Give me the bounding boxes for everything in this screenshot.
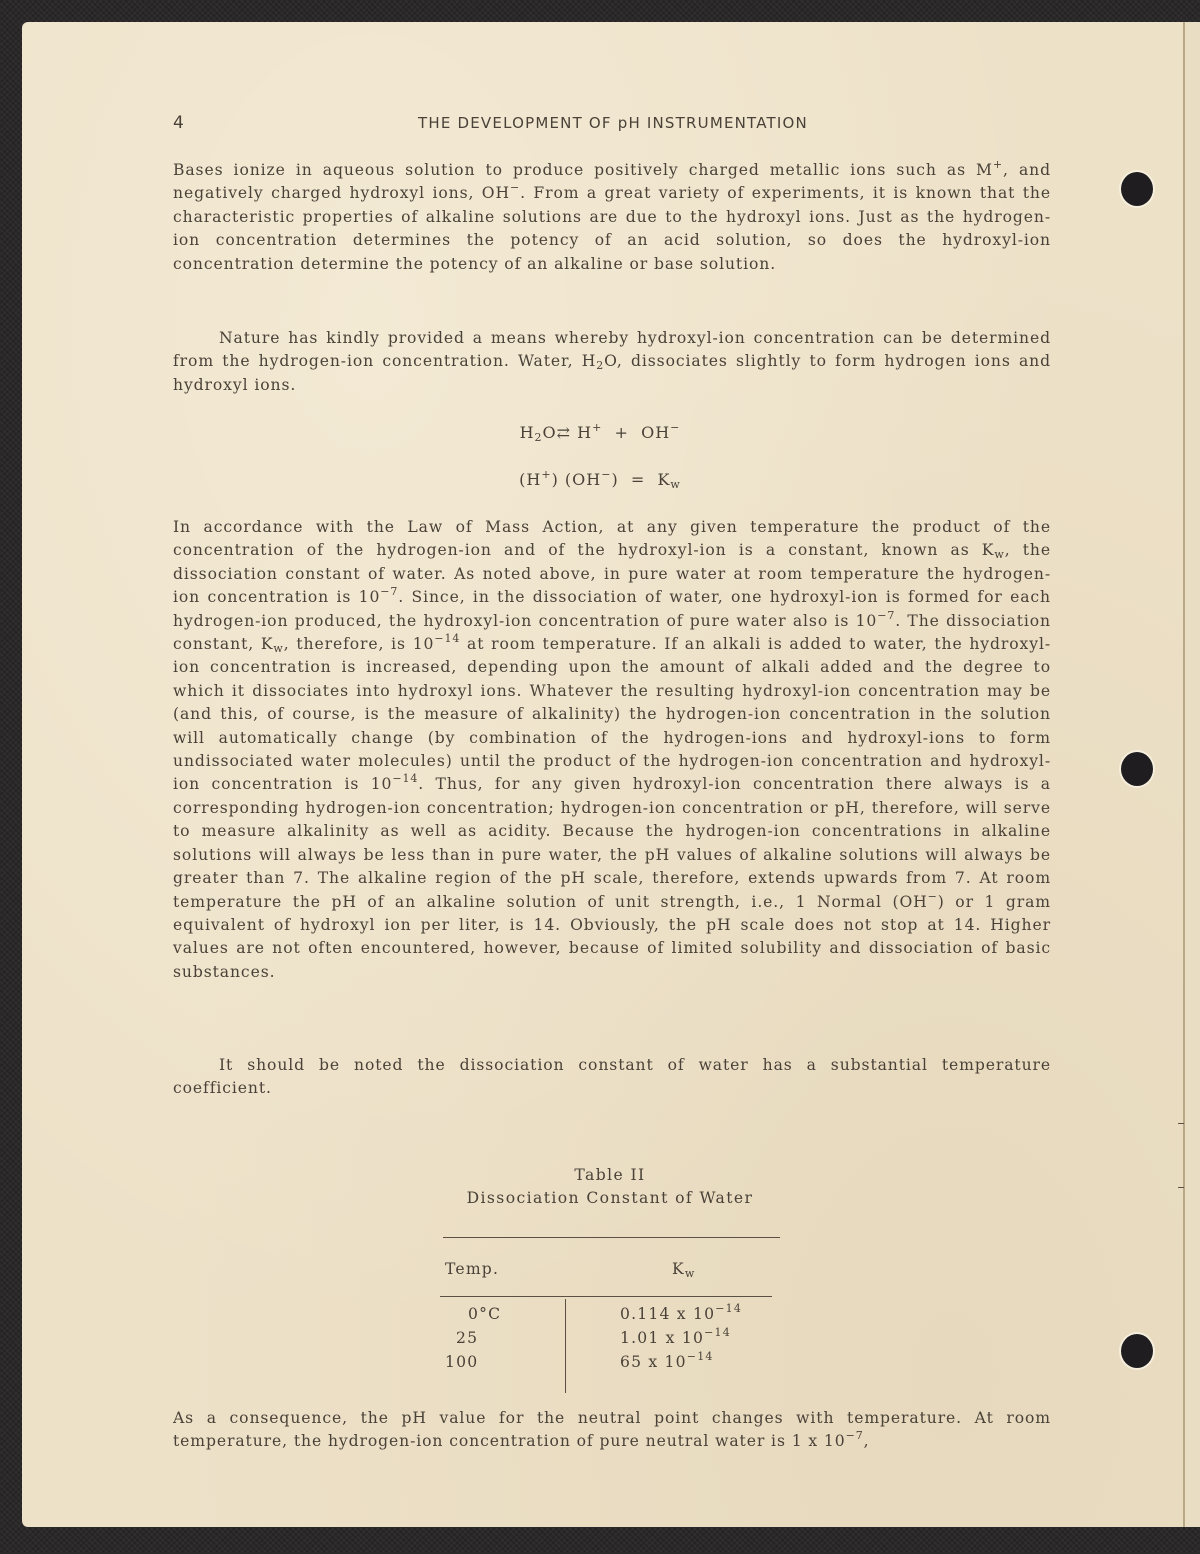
table-row-1-kw (620, 1326, 731, 1347)
text-run: , and negatively charged hydroxyl ions, OH (173, 161, 1051, 203)
eq-superscript: − (601, 468, 612, 481)
page-number: 4 (173, 113, 186, 133)
text-run: , (863, 1432, 870, 1451)
superscript: −7 (877, 608, 896, 622)
kw-mantissa: 1.01 x 10 (620, 1329, 705, 1347)
page-fold-strip (1185, 22, 1200, 1527)
table-subtitle: Dissociation Constant of Water (466, 1189, 754, 1207)
table-column-divider (565, 1299, 566, 1393)
table-row-2-kw (620, 1350, 714, 1371)
kw-symbol: K (672, 1260, 685, 1278)
paragraph-nature (173, 327, 1051, 397)
superscript: − (927, 889, 938, 903)
text-run: ) or 1 gram equivalent of hydroxyl ion per liter, is 14. Obviously, the pH scale does not stop at 14. Higher values are not often encountered, however, because of limited solubility and dissociation of basic substances. (173, 892, 1051, 981)
eq-superscript: + (592, 421, 603, 434)
subscript: w (273, 642, 284, 656)
eq-symbol: O (542, 423, 557, 442)
text-run: As a consequence, the pH value for the neutral point changes with temperature. At room temperature, the hydrogen-ion concentration of pure neutral water is 1 x 10 (173, 1409, 1051, 1451)
eq-operator: = (630, 470, 646, 489)
equation-kw (0, 470, 1200, 489)
eq-symbol: OH (641, 423, 671, 442)
column-header-kw (672, 1260, 695, 1278)
text-run: In accordance with the Law of Mass Action, at any given temperature the product of the concentration of the hydrogen-ion and of the hydroxyl-ion is a constant, known as K (173, 518, 1051, 560)
subscript: w (994, 548, 1005, 562)
table-row-2-temp: 100 (445, 1353, 479, 1371)
eq-superscript: + (541, 468, 552, 481)
superscript: −14 (392, 772, 419, 786)
eq-operator: + (614, 423, 629, 442)
margin-mark (1178, 1123, 1184, 1124)
kw-exponent: −14 (686, 1350, 714, 1363)
kw-subscript: w (684, 1267, 696, 1280)
text-run: . The dissociation constant, K (173, 611, 1051, 654)
text-run: . Thus, for any given hydroxyl-ion concentration there always is a corresponding hydrogen-ion concentration; hydrogen-ion concentration or pH, therefore, will serve to measure alkalinity as well as acidity. Because the hydrogen-ion concentrations in alkaline solutions will always be less than in pure water, the pH values of alkaline solutions will always be greater than 7. The alkaline region of the pH scale, therefore, extends upwards from 7. At room temperature the pH of an alkaline solution of unit strength, i.e., 1 Normal (OH (173, 775, 1051, 911)
table-row-1-temp: 25 (456, 1329, 479, 1347)
text-run: , therefore, is 10 (283, 635, 435, 654)
eq-symbol: K (657, 470, 671, 489)
page-fold-line (1183, 22, 1185, 1527)
superscript: −7 (380, 585, 399, 599)
text-run: O, dissociates slightly to form hydrogen ions and hydroxyl ions. (173, 352, 1051, 394)
paragraph-temperature-coefficient (173, 1054, 1051, 1101)
table-title: Table II (574, 1166, 646, 1184)
eq-symbol: (H (519, 470, 542, 489)
binder-hole-middle (1121, 752, 1153, 786)
running-title: THE DEVELOPMENT OF pH INSTRUMENTATION (418, 114, 808, 132)
paragraph-mass-action (173, 516, 1051, 984)
eq-symbol: H (577, 423, 593, 442)
text-run: . From a great variety of experiments, it is known that the characteristic properties of alkaline solutions are due to the hydroxyl ions. Just as the hydrogen-ion concentration determines the potency of an acid solution, so does the hydroxyl-ion concentration determine the potency of an alkaline or base solution. (173, 184, 1051, 273)
eq-symbol: ) (551, 470, 559, 489)
binder-hole-bottom (1121, 1334, 1153, 1368)
kw-mantissa: 65 x 10 (620, 1353, 687, 1371)
superscript: −14 (434, 632, 461, 646)
binder-hole-top (1121, 172, 1153, 206)
equation-dissociation (0, 423, 1200, 442)
eq-symbol: H (519, 423, 535, 442)
page-header (173, 113, 1053, 135)
superscript: − (509, 181, 521, 195)
table-header-rule (440, 1296, 772, 1297)
text-run: , the dissociation constant of water. As noted above, in pure water at room temperature the hydrogen-ion concentration is 10 (173, 541, 1052, 607)
equilibrium-arrow-icon: ⇄ (556, 423, 572, 442)
kw-exponent: −14 (715, 1302, 743, 1315)
table-row-0-kw (620, 1302, 743, 1323)
kw-mantissa: 0.114 x 10 (620, 1305, 716, 1323)
paragraph-bases (173, 159, 1051, 276)
text-run: . Since, in the dissociation of water, one hydroxyl-ion is formed for each hydrogen-ion produced, the hydroxyl-ion concentration of pure water also is 10 (173, 588, 1051, 630)
eq-symbol: (OH (564, 470, 602, 489)
margin-mark (1178, 1187, 1184, 1188)
table-top-rule (443, 1237, 780, 1238)
text-run: Bases ionize in aqueous solution to produce positively charged metallic ions such as M (173, 161, 993, 179)
text-run: Nature has kindly provided a means whereby hydroxyl-ion concentration can be determined from the hydrogen-ion concentration. Water, H (173, 329, 1051, 371)
text-run: It should be noted the dissociation constant of water has a substantial temperature coefficient. (173, 1056, 1051, 1098)
kw-exponent: −14 (704, 1326, 731, 1339)
eq-superscript: − (670, 421, 681, 434)
eq-subscript: 2 (534, 431, 543, 444)
superscript: + (992, 158, 1004, 171)
subscript: 2 (596, 359, 605, 373)
eq-symbol: ) (611, 470, 619, 489)
superscript: −7 (845, 1429, 864, 1443)
text-run: at room temperature. If an alkali is added to water, the hydroxyl-ion concentration is increased, depending upon the amount of alkali added and the degree to which it dissociates into hydroxyl ions. Whatever the resulting hydroxyl-ion concentration may be (and this, of course, is the measure of alkalinity) the hydrogen-ion concentration in the solution will automatically change (by combination of the hydrogen-ions and hydroxyl-ions to form undissociated water molecules) until the product of the hydrogen-ion concentration and hydroxyl-ion concentration is 10 (173, 635, 1052, 794)
eq-subscript: w (670, 478, 681, 491)
paragraph-neutral-point (173, 1407, 1051, 1454)
column-header-temp: Temp. (445, 1260, 500, 1278)
table-row-0-temp: 0°C (468, 1305, 502, 1323)
